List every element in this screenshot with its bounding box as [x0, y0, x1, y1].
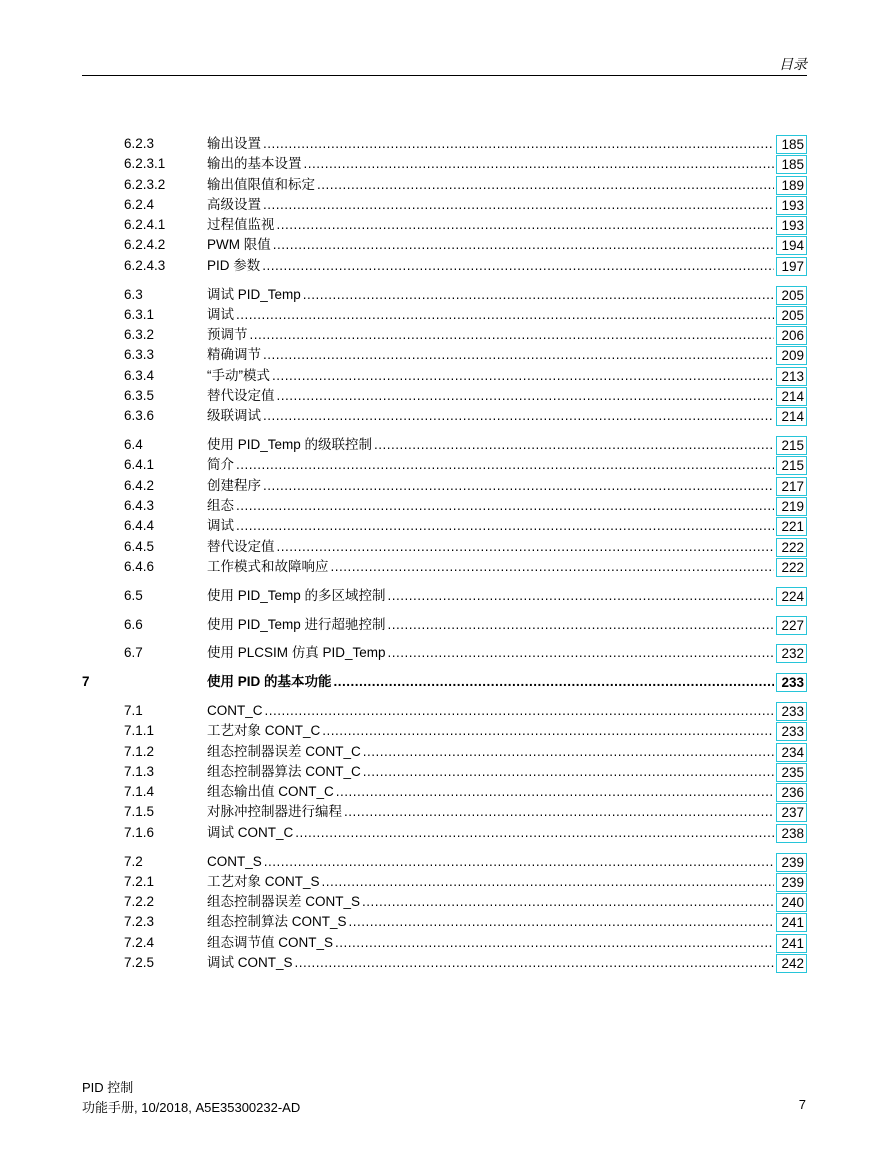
- toc-page-link[interactable]: 237: [776, 803, 807, 822]
- toc-entry[interactable]: [82, 537, 807, 557]
- toc-dot-leader: [363, 742, 774, 762]
- toc-entry-title[interactable]: 对脉冲控制器进行编程: [207, 804, 342, 820]
- toc-entry-title[interactable]: 替代设定值: [207, 538, 275, 554]
- toc-entry-title[interactable]: “手动”模式: [207, 367, 270, 383]
- toc-entry-number: 6.3.6: [124, 408, 155, 424]
- toc-entry-title-wrap: [207, 325, 774, 345]
- toc-entry-number: 6.6: [124, 616, 143, 632]
- toc-entry-number: 7.1: [124, 702, 143, 718]
- toc-dot-leader: [263, 195, 774, 215]
- toc-entry-number: 7.2.5: [124, 954, 155, 970]
- toc-entry-title-wrap: [207, 345, 774, 365]
- toc-entry-number: 7.2.1: [124, 873, 155, 889]
- toc-entry[interactable]: [82, 912, 807, 932]
- toc-entry-title[interactable]: 高级设置: [207, 196, 261, 212]
- toc-entry-title[interactable]: 输出设置: [207, 136, 261, 151]
- toc-entry-number: 6.4.6: [124, 558, 155, 574]
- toc-dot-leader: [303, 285, 774, 305]
- toc-page-link[interactable]: 215: [776, 456, 807, 475]
- toc-dot-leader: [336, 782, 774, 802]
- toc-entry[interactable]: [82, 406, 807, 426]
- toc-entry[interactable]: [82, 386, 807, 406]
- toc-entry-number: 6.2.4.1: [124, 217, 166, 233]
- toc-entry[interactable]: [82, 154, 807, 174]
- footer-page-number: 7: [798, 1097, 806, 1112]
- toc-entry[interactable]: [82, 892, 807, 912]
- toc-dot-leader: [362, 892, 774, 912]
- toc-entry-number: 7.1.4: [124, 784, 155, 800]
- toc-entry-title-wrap: [207, 305, 774, 325]
- toc-entry-title[interactable]: 使用 PID 的基本功能: [207, 674, 332, 690]
- toc-dot-leader: [335, 933, 774, 953]
- toc-entry-title[interactable]: 组态控制算法 CONT_S: [207, 914, 347, 930]
- toc-dot-leader: [363, 762, 774, 782]
- toc-entry[interactable]: [82, 643, 807, 663]
- toc-page-link[interactable]: 221: [776, 517, 807, 536]
- toc-entry-title-wrap: [207, 386, 774, 406]
- toc-entry[interactable]: [82, 325, 807, 345]
- toc-entry-title[interactable]: 组态控制器算法 CONT_C: [207, 763, 361, 779]
- toc-entry[interactable]: [82, 435, 807, 455]
- toc-entry-title[interactable]: 预调节: [207, 327, 248, 343]
- toc-entry[interactable]: [82, 721, 807, 741]
- toc-entry-title[interactable]: 创建程序: [207, 477, 261, 493]
- toc-entry[interactable]: [82, 742, 807, 762]
- toc-entry-title-wrap: [207, 933, 774, 953]
- toc-dot-leader: [295, 823, 774, 843]
- toc-entry[interactable]: [82, 476, 807, 496]
- toc-dot-leader: [334, 672, 774, 692]
- toc-page-link[interactable]: 217: [776, 477, 807, 496]
- toc-entry[interactable]: [82, 175, 807, 195]
- toc-page-link[interactable]: 233: [776, 702, 807, 721]
- toc-entry-title[interactable]: 组态输出值 CONT_C: [207, 784, 334, 800]
- toc-page-link[interactable]: 205: [776, 306, 807, 325]
- toc-page-link[interactable]: 185: [776, 155, 807, 174]
- toc-entry-number: 6.4.2: [124, 477, 155, 493]
- toc-entry-title-wrap: [207, 615, 774, 635]
- toc-entry-title-wrap: [207, 721, 774, 741]
- toc-entry[interactable]: [82, 586, 807, 606]
- toc-entry-title[interactable]: 调试 PID_Temp: [207, 286, 301, 302]
- toc-dot-leader: [263, 406, 774, 426]
- toc-entry-number: 6.3.4: [124, 367, 155, 383]
- toc-dot-leader: [331, 557, 775, 577]
- toc-page-link[interactable]: 235: [776, 763, 807, 782]
- toc-entry[interactable]: [82, 852, 807, 872]
- running-header-title: 目录: [779, 56, 807, 72]
- toc-dot-leader: [317, 175, 774, 195]
- toc-dot-leader: [272, 366, 774, 386]
- toc-entry-title[interactable]: 调试: [207, 306, 234, 322]
- toc-entry-title[interactable]: 工艺对象 CONT_C: [207, 723, 321, 739]
- toc-dot-leader: [388, 615, 774, 635]
- toc-page-link[interactable]: 213: [776, 367, 807, 386]
- toc-page-link[interactable]: 209: [776, 346, 807, 365]
- toc-entry[interactable]: [82, 557, 807, 577]
- header-rule: [82, 75, 807, 76]
- toc-page-link[interactable]: 197: [776, 257, 807, 276]
- toc-page-link[interactable]: 214: [776, 407, 807, 426]
- toc-page-link[interactable]: 233: [776, 722, 807, 741]
- toc-page-link[interactable]: 227: [776, 616, 807, 635]
- toc-page-link[interactable]: 185: [776, 135, 807, 154]
- toc-page-link[interactable]: 189: [776, 176, 807, 195]
- toc-dot-leader: [273, 235, 774, 255]
- toc-dot-leader: [236, 455, 774, 475]
- toc-entry-title[interactable]: 输出的基本设置: [207, 156, 302, 172]
- toc-entry-title[interactable]: 输出值限值和标定: [207, 176, 315, 192]
- toc-entry-title-wrap: [207, 496, 774, 516]
- toc-page-link[interactable]: 241: [776, 934, 807, 953]
- toc-dot-leader: [388, 643, 774, 663]
- toc-entry-title[interactable]: 调试: [207, 518, 234, 534]
- toc-entry-number: 7.1.6: [124, 824, 155, 840]
- toc-entry-number: 6.4.1: [124, 457, 155, 473]
- toc-entry-number: 6.4.4: [124, 518, 155, 534]
- toc-page-link[interactable]: 193: [776, 196, 807, 215]
- toc-entry-title-wrap: [207, 256, 774, 276]
- toc-dot-leader: [349, 912, 774, 932]
- toc-entry-title[interactable]: PWM 限值: [207, 237, 271, 253]
- toc-page-link[interactable]: 242: [776, 954, 807, 973]
- toc-entry-title-wrap: [207, 557, 774, 577]
- toc-entry-number: 6.3.1: [124, 306, 155, 322]
- toc-entry[interactable]: [82, 516, 807, 536]
- toc-entry-number: 7.2.3: [124, 914, 155, 930]
- toc-entry[interactable]: [82, 235, 807, 255]
- toc-page-link[interactable]: 214: [776, 387, 807, 406]
- toc-entry-title[interactable]: 简介: [207, 457, 234, 473]
- toc-entry-number: 6.4.5: [124, 538, 155, 554]
- toc-page-link[interactable]: 236: [776, 783, 807, 802]
- toc-entry-title[interactable]: 调试 CONT_S: [207, 954, 293, 970]
- toc-dot-leader: [277, 386, 775, 406]
- toc-page-link[interactable]: 232: [776, 644, 807, 663]
- toc-page-link[interactable]: 239: [776, 873, 807, 892]
- toc-entry-title-wrap: [207, 215, 774, 235]
- toc-entry-title[interactable]: CONT_C: [207, 702, 263, 718]
- toc-dot-leader: [262, 256, 774, 276]
- toc-entry[interactable]: [82, 782, 807, 802]
- toc-entry-number: 6.3: [124, 286, 143, 302]
- toc-page-link[interactable]: 238: [776, 824, 807, 843]
- toc-entry[interactable]: [82, 933, 807, 953]
- toc-page-link[interactable]: 222: [776, 538, 807, 557]
- toc-entry-title-wrap: [207, 235, 774, 255]
- toc-entry-title[interactable]: PID 参数: [207, 257, 261, 273]
- toc-page-link[interactable]: 240: [776, 893, 807, 912]
- toc-entry-number: 7.1.3: [124, 763, 155, 779]
- table-of-contents: [82, 134, 807, 973]
- toc-entry-title-wrap: [207, 586, 774, 606]
- toc-entry[interactable]: [82, 256, 807, 276]
- toc-entry-title[interactable]: 替代设定值: [207, 388, 275, 404]
- toc-entry-title-wrap: [207, 154, 774, 174]
- toc-dot-leader: [236, 496, 774, 516]
- toc-entry-number: 7.2.2: [124, 894, 155, 910]
- toc-entry-title[interactable]: CONT_S: [207, 853, 262, 869]
- toc-entry-number: 6.2.4.3: [124, 257, 166, 273]
- toc-dot-leader: [277, 215, 775, 235]
- toc-page-link[interactable]: 233: [776, 673, 807, 692]
- toc-dot-leader: [264, 852, 774, 872]
- toc-dot-leader: [304, 154, 775, 174]
- toc-dot-leader: [388, 586, 774, 606]
- toc-entry-number: 7: [82, 674, 90, 690]
- toc-entry[interactable]: [82, 701, 807, 721]
- toc-dot-leader: [344, 802, 774, 822]
- toc-entry-title-wrap: [207, 366, 774, 386]
- toc-entry[interactable]: [82, 823, 807, 843]
- toc-entry-number: 6.4: [124, 437, 143, 453]
- toc-entry-title-wrap: [207, 195, 774, 215]
- toc-entry-number: 7.1.2: [124, 743, 155, 759]
- toc-entry-title[interactable]: 组态控制器误差 CONT_C: [207, 743, 361, 759]
- toc-entry[interactable]: [82, 195, 807, 215]
- toc-page-link[interactable]: 224: [776, 587, 807, 606]
- toc-entry-title-wrap: [207, 912, 774, 932]
- toc-page-link[interactable]: 219: [776, 497, 807, 516]
- toc-entry-title-wrap: [207, 701, 774, 721]
- toc-entry-number: 7.2: [124, 853, 143, 869]
- toc-entry-number: 6.3.2: [124, 327, 155, 343]
- toc-entry-title[interactable]: 工艺对象 CONT_S: [207, 873, 320, 889]
- toc-entry-title-wrap: [207, 802, 774, 822]
- toc-page-link[interactable]: 193: [776, 216, 807, 235]
- toc-dot-leader: [322, 721, 774, 741]
- toc-entry-number: 7.1.1: [124, 723, 155, 739]
- toc-entry-title-wrap: [207, 852, 774, 872]
- toc-dot-leader: [322, 872, 774, 892]
- toc-entry-title-wrap: [207, 872, 774, 892]
- toc-entry-title-wrap: [207, 455, 774, 475]
- toc-page-link[interactable]: 234: [776, 743, 807, 762]
- toc-entry-number: 6.3.3: [124, 347, 155, 363]
- toc-entry-title-wrap: [207, 762, 774, 782]
- toc-entry-title[interactable]: 组态: [207, 498, 234, 514]
- toc-entry[interactable]: [82, 345, 807, 365]
- toc-entry-title[interactable]: 组态调节值 CONT_S: [207, 934, 334, 950]
- toc-entry-number: 6.2.3.2: [124, 176, 166, 192]
- toc-entry-title[interactable]: 组态控制器误差 CONT_S: [207, 894, 361, 910]
- toc-entry-title[interactable]: 调试 CONT_C: [207, 824, 294, 840]
- toc-dot-leader: [374, 435, 774, 455]
- toc-entry[interactable]: [82, 615, 807, 635]
- toc-entry[interactable]: [82, 872, 807, 892]
- toc-entry-title-wrap: [207, 953, 774, 973]
- toc-page-link[interactable]: 215: [776, 436, 807, 455]
- toc-entry-number: 6.2.4.2: [124, 237, 166, 253]
- toc-entry-title-wrap: [207, 782, 774, 802]
- toc-entry-title-wrap: [207, 537, 774, 557]
- toc-dot-leader: [236, 305, 774, 325]
- toc-entry-title[interactable]: 级联调试: [207, 408, 261, 424]
- toc-entry-number: 6.4.3: [124, 498, 155, 514]
- toc-entry[interactable]: [82, 366, 807, 386]
- toc-entry-title-wrap: [207, 406, 774, 426]
- toc-entry[interactable]: [82, 215, 807, 235]
- toc-dot-leader: [263, 345, 774, 365]
- toc-entry-number: 6.3.5: [124, 388, 155, 404]
- toc-entry-number: 6.5: [124, 587, 143, 603]
- toc-page-link[interactable]: 194: [776, 236, 807, 255]
- toc-entry-title[interactable]: 工作模式和故障响应: [207, 558, 329, 574]
- toc-entry-title[interactable]: 精确调节: [207, 347, 261, 363]
- toc-dot-leader: [277, 537, 775, 557]
- toc-entry-title-wrap: [207, 476, 774, 496]
- toc-entry[interactable]: [82, 672, 807, 692]
- toc-entry-title-wrap: [207, 643, 774, 663]
- toc-page-link[interactable]: 205: [776, 286, 807, 305]
- toc-entry-title[interactable]: 过程值监视: [207, 217, 275, 233]
- toc-entry-number: 6.2.3: [124, 136, 155, 151]
- toc-entry-title[interactable]: 使用 PID_Temp 的级联控制: [207, 437, 373, 453]
- toc-entry-number: 6.2.3.1: [124, 156, 166, 172]
- toc-entry-title[interactable]: 使用 PID_Temp 进行超驰控制: [207, 616, 386, 632]
- toc-entry-number: 6.7: [124, 645, 143, 661]
- toc-page-link[interactable]: 222: [776, 558, 807, 577]
- toc-entry-number: 7.1.5: [124, 804, 155, 820]
- toc-entry[interactable]: [82, 953, 807, 973]
- toc-entry-title-wrap: [207, 175, 774, 195]
- toc-dot-leader: [250, 325, 775, 345]
- toc-entry[interactable]: [82, 305, 807, 325]
- toc-dot-leader: [236, 516, 774, 536]
- toc-entry-number: 6.2.4: [124, 196, 155, 212]
- toc-entry-number: 7.2.4: [124, 934, 155, 950]
- toc-page-link[interactable]: 241: [776, 913, 807, 932]
- toc-entry-title-wrap: [207, 823, 774, 843]
- toc-entry-title-wrap: [207, 672, 774, 692]
- toc-entry[interactable]: [82, 802, 807, 822]
- toc-entry[interactable]: [82, 134, 807, 154]
- toc-entry-title-wrap: [207, 892, 774, 912]
- toc-dot-leader: [263, 476, 774, 496]
- toc-entry-title-wrap: [207, 516, 774, 536]
- toc-entry[interactable]: [82, 762, 807, 782]
- toc-entry-title[interactable]: 使用 PID_Temp 的多区域控制: [207, 587, 386, 603]
- toc-entry-title-wrap: [207, 435, 774, 455]
- toc-page-link[interactable]: 239: [776, 853, 807, 872]
- toc-dot-leader: [263, 134, 774, 154]
- toc-entry[interactable]: [82, 455, 807, 475]
- footer-document-info: 功能手册, 10/2018, A5E35300232-AD: [82, 1100, 301, 1115]
- toc-entry-title-wrap: [207, 742, 774, 762]
- toc-entry-title[interactable]: 使用 PLCSIM 仿真 PID_Temp: [207, 645, 386, 661]
- footer-document-title: PID 控制: [82, 1080, 134, 1095]
- toc-entry[interactable]: [82, 496, 807, 516]
- toc-dot-leader: [265, 701, 774, 721]
- toc-entry-title-wrap: [207, 134, 774, 154]
- toc-page-link[interactable]: 206: [776, 326, 807, 345]
- toc-entry[interactable]: [82, 285, 807, 305]
- toc-dot-leader: [295, 953, 774, 973]
- toc-entry-title-wrap: [207, 285, 774, 305]
